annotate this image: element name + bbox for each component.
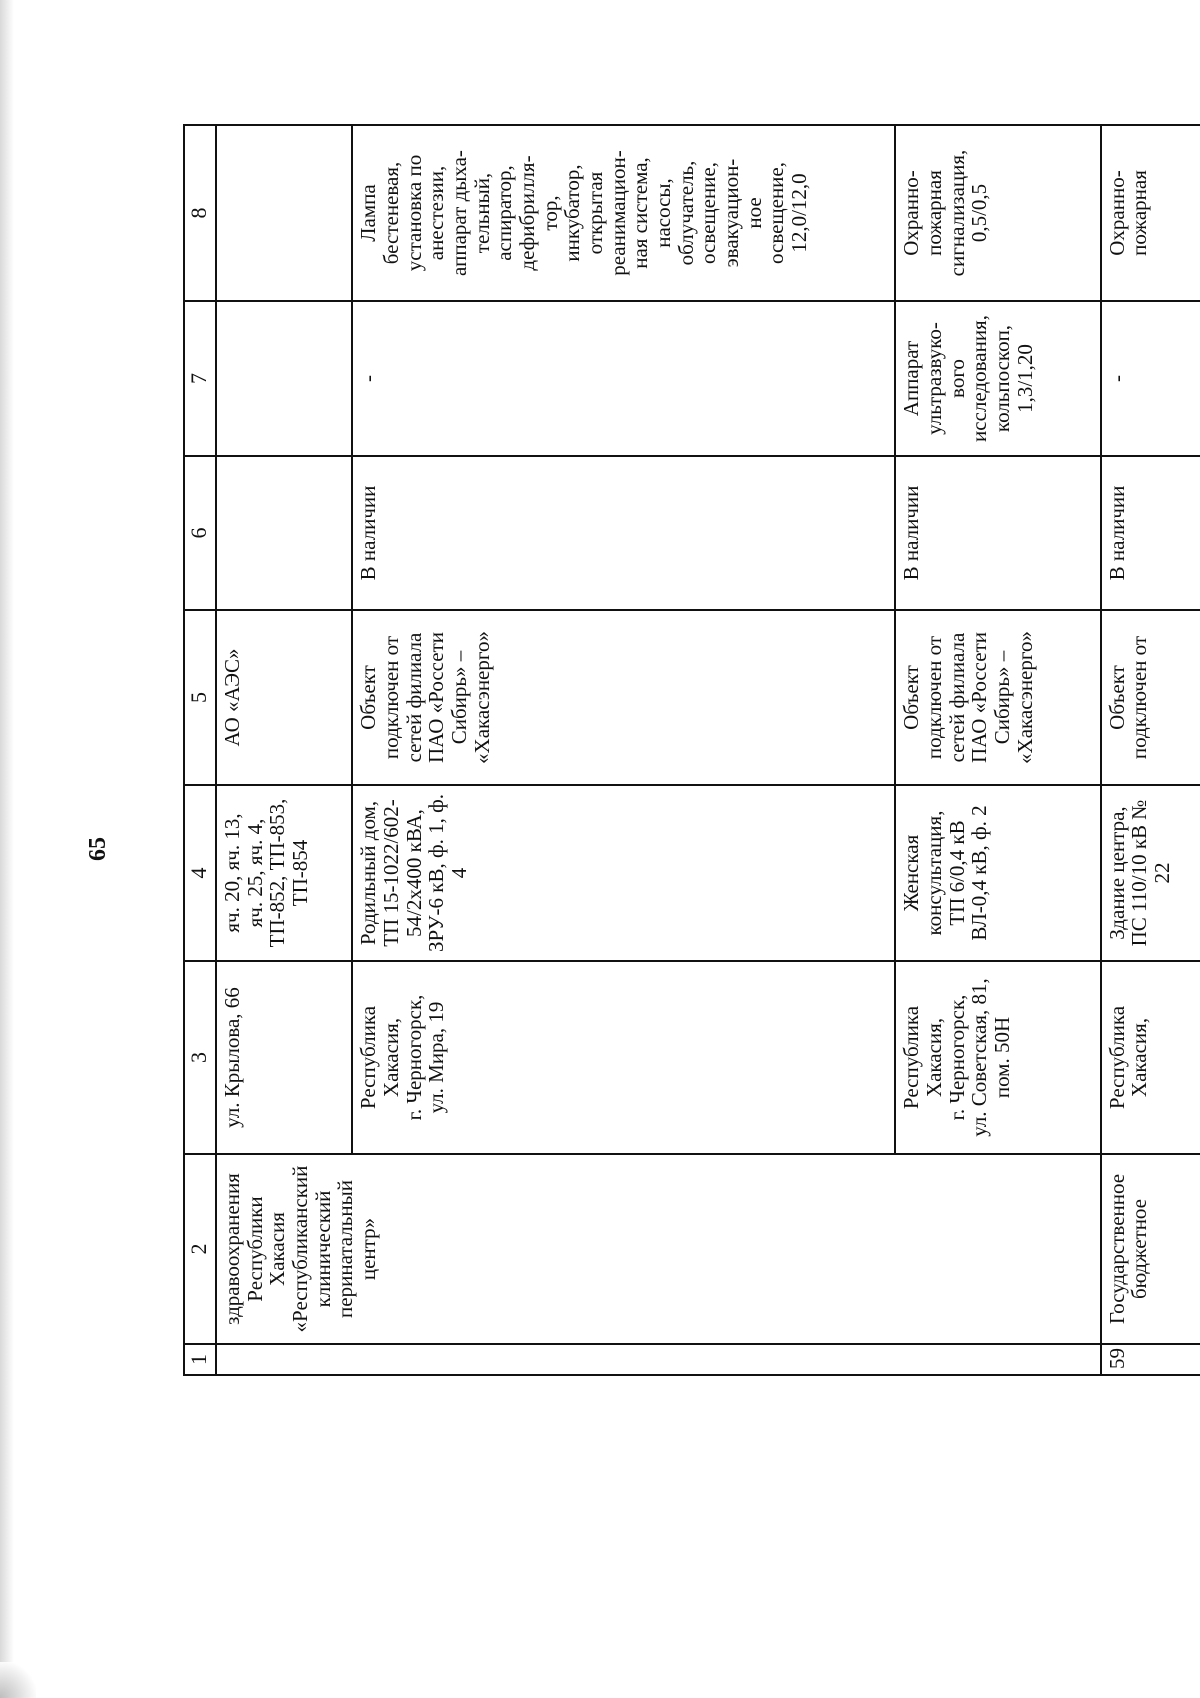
row-number-cell: 59	[1101, 1344, 1200, 1375]
table-row	[216, 125, 352, 1375]
address-cell: Республика Хакасия,	[1101, 961, 1200, 1154]
equipment-cell: -	[352, 301, 895, 456]
data-table	[183, 124, 1200, 1376]
header-cell: 6	[184, 456, 216, 610]
equipment-cell	[216, 301, 352, 456]
header-cell: 8	[184, 125, 216, 301]
equipment-cell: -	[1101, 301, 1200, 456]
equipment-load-cell: Охранно- пожарная сигнализация, 0,5/0,5	[895, 125, 1100, 301]
organization-cell: Государственное бюджетное	[1101, 1154, 1200, 1344]
supply-source-cell: АО «АЭС»	[216, 610, 352, 785]
supply-source-cell: Объект подключен от сетей филиала ПАО «Россети Сибирь» – «Хакасэнерго»	[352, 610, 895, 785]
header-cell: 3	[184, 961, 216, 1154]
page-number: 65	[85, 837, 111, 861]
scan-edge-shadow	[0, 0, 14, 1698]
address-cell: Республика Хакасия, г. Черногорск, ул. Советская, 81, пом. 50Н	[895, 961, 1100, 1154]
header-cell: 4	[184, 785, 216, 961]
organization-cell: здравоохранения Республики Хакасия «Республиканский клинический перинатальный центр»	[216, 1154, 1101, 1344]
table-row	[1101, 125, 1200, 1375]
header-cell: 5	[184, 610, 216, 785]
scan-corner-shadow	[0, 1662, 36, 1698]
substation-cell: Родильный дом, ТП 15-1022/602- 54/2х400 кВА, ЗРУ-6 кВ, ф. 1, ф. 4	[352, 785, 895, 961]
availability-cell: В наличии	[1101, 456, 1200, 610]
row-number-cell	[216, 1344, 1101, 1375]
header-cell: 7	[184, 301, 216, 456]
availability-cell	[216, 456, 352, 610]
header-cell: 1	[184, 1344, 216, 1375]
substation-cell: Женская консультация, ТП 6/0,4 кВ ВЛ-0,4 кВ, ф. 2	[895, 785, 1100, 961]
availability-cell: В наличии	[895, 456, 1100, 610]
address-cell: ул. Крылова, 66	[216, 961, 352, 1154]
equipment-load-cell: Охранно- пожарная	[1101, 125, 1200, 301]
supply-source-cell: Объект подключен от сетей филиала ПАО «Россети Сибирь» – «Хакасэнерго»	[895, 610, 1100, 785]
equipment-cell: Аппарат ультразвуко- вого исследования, кольпоскоп, 1,3/1,20	[895, 301, 1100, 456]
header-cell: 2	[184, 1154, 216, 1344]
substation-cell: яч. 20, яч. 13, яч. 25, яч. 4, ТП-852, ТП-853, ТП-854	[216, 785, 352, 961]
equipment-load-cell: Лампа бестеневая, установка по анестезии, аппарат дыха- тельный, аспиратор, дефибрилля- тор, инкубатор, открытая реанимацион- ная система, насосы, облучатель, освещение, эвакуацион- ное освещение, 12,0/12,0	[352, 125, 895, 301]
supply-source-cell: Объект подключен от	[1101, 610, 1200, 785]
substation-cell: Здание центра, ПС 110/10 кВ № 22	[1101, 785, 1200, 961]
address-cell: Республика Хакасия, г. Черногорск, ул. Мира, 19	[352, 961, 895, 1154]
availability-cell: В наличии	[352, 456, 895, 610]
header-row	[184, 125, 216, 1375]
equipment-load-cell	[216, 125, 352, 301]
rotated-page	[183, 126, 1200, 1376]
